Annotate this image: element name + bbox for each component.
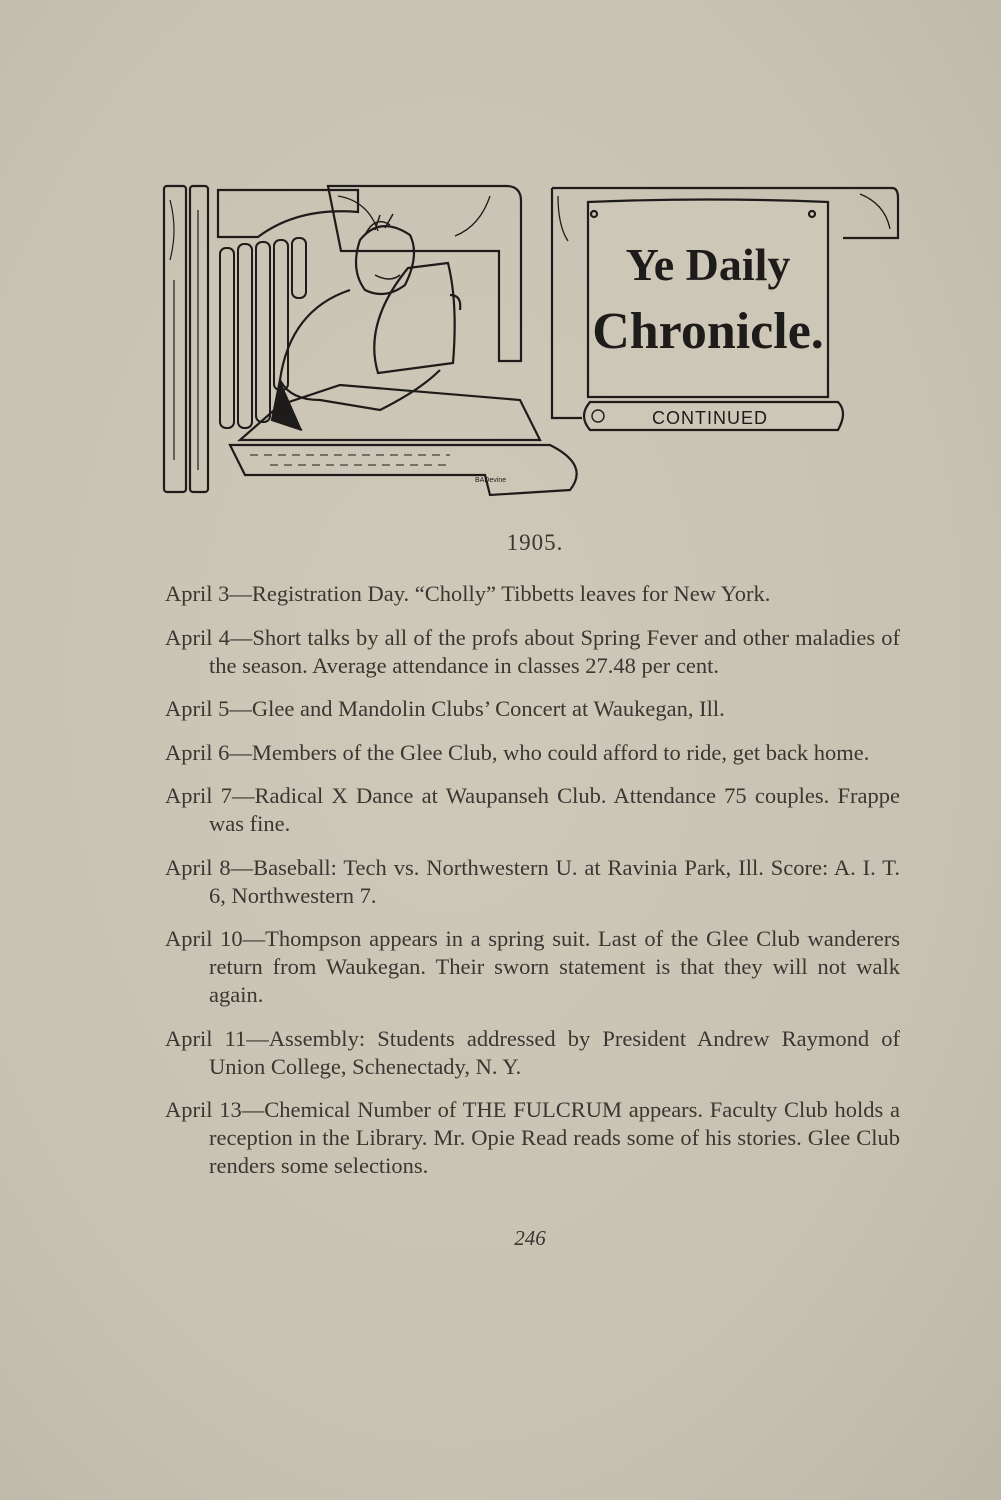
entry-date: April 4— — [165, 624, 253, 650]
entry — [165, 624, 900, 680]
year-heading: 1905. — [506, 530, 564, 555]
entry-text: Registration Day. “Cholly” Tibbetts leaves for New York. — [251, 581, 771, 606]
entry-text: Thompson appears in a spring suit. Last of the Glee Club wanderers return from Waukegan. Their sworn statement is that they will not walk again. — [209, 926, 901, 1007]
entry-date: April 6— — [165, 739, 252, 765]
entry-date: April 11— — [165, 1025, 269, 1051]
entry-date: April 10— — [165, 926, 266, 951]
entry-text: Chemical Number of THE FULCRUM appears. Faculty Club holds a reception in the Library. Mr. Opie Read reads some of his stories. Glee Club renders some selections. — [209, 1097, 900, 1178]
entry — [165, 580, 900, 608]
left-pillar — [164, 186, 186, 492]
page-number: 246 — [514, 1226, 546, 1250]
entry — [165, 695, 900, 723]
entry-date: April 7— — [165, 783, 255, 808]
entry-text: Baseball: Tech vs. Northwestern U. at Ravinia Park, Ill. Score: A. I. T. 6, Northwestern 7. — [209, 854, 900, 908]
entry — [165, 739, 900, 767]
entry — [165, 782, 900, 838]
entry-text: Radical X Dance at Waupanseh Club. Attendance 75 couples. Frappe was fine. — [209, 783, 900, 836]
title-ye-daily: Ye Daily — [625, 239, 791, 290]
continued-label: CONTINUED — [652, 408, 768, 428]
entry-date: April 5— — [165, 696, 252, 721]
entry-date: April 8— — [165, 854, 254, 880]
entry — [165, 1025, 900, 1081]
entry-text: Glee and Mandolin Clubs’ Concert at Waukegan, Ill. — [251, 696, 725, 721]
title-chronicle: Chronicle. — [592, 303, 824, 360]
scroll-sign — [588, 200, 828, 398]
entry — [165, 854, 900, 910]
entry-date: April 3— — [165, 581, 252, 606]
chronicle-entries — [165, 580, 900, 1196]
header-illustration — [160, 180, 905, 505]
entry-date: April 13— — [165, 1097, 265, 1122]
table — [230, 445, 577, 495]
entry-text: Short talks by all of the profs about Spring Fever and other maladies of the season. Average attendance in classes 27.48 per cent. — [209, 624, 900, 678]
entry — [165, 925, 900, 1009]
entry — [165, 1096, 900, 1180]
entry-text: Members of the Glee Club, who could afford to ride, get back home. — [251, 739, 870, 765]
artist-signature: BADevine — [475, 477, 507, 484]
entry-text: Assembly: Students addressed by President Andrew Raymond of Union College, Schenectady, N. Y. — [209, 1025, 900, 1079]
